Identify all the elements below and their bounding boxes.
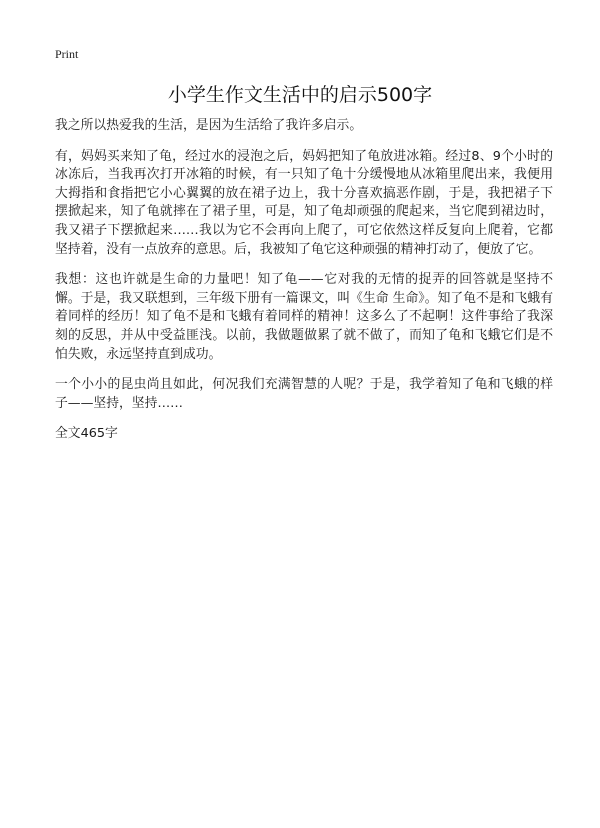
paragraph-reflection: 我想：这也许就是生命的力量吧！知了龟——它对我的无情的捉弄的回答就是坚持不懈。于是，我又联想到，三年级下册有一篇课文，叫《生命 生命》。知了龟不是和飞蛾有着同样的经历！知了龟不是和飞蛾有着同样的精神！这多么了不起啊！这件事给了我深刻的反思，并从中受益匪浅。以前，我做题做累了就不做了，而知了龟和飞蛾它们是不怕失败，永远坚持直到成功。 bbox=[55, 272, 553, 362]
paragraph-conclusion: 一个小小的昆虫尚且如此，何况我们充满智慧的人呢？于是，我学着知了龟和飞蛾的样子——坚持，坚持…… bbox=[55, 377, 553, 411]
paragraph-story: 有，妈妈买来知了龟，经过水的浸泡之后，妈妈把知了龟放进冰箱。经过8、9个小时的冰冻后，当我再次打开冰箱的时候，有一只知了龟十分缓慢地从冰箱里爬出来，我便用大拇指和食指把它小心翼翼的放在裙子边上，我十分喜欢搞恶作剧，于是，我把裙子下摆掀起来，知了龟就摔在了裙子里，可是，知了龟却顽强的爬起来，当它爬到裙边时，我又裙子下摆掀起来……我以为它不会再向上爬了，可它依然这样反复向上爬着，它都坚持着，没有一点放弃的意思。后，我被知了龟它这种顽强的精神打动了，便放了它。 bbox=[55, 148, 553, 257]
word-count: 全文465字 bbox=[55, 426, 118, 442]
article-title: 小学生作文生活中的启示500字 bbox=[167, 84, 433, 106]
print-link[interactable]: Print bbox=[55, 47, 79, 61]
article-body bbox=[55, 117, 553, 444]
paragraph-intro: 我之所以热爱我的生活，是因为生活给了我许多启示。 bbox=[55, 118, 363, 133]
